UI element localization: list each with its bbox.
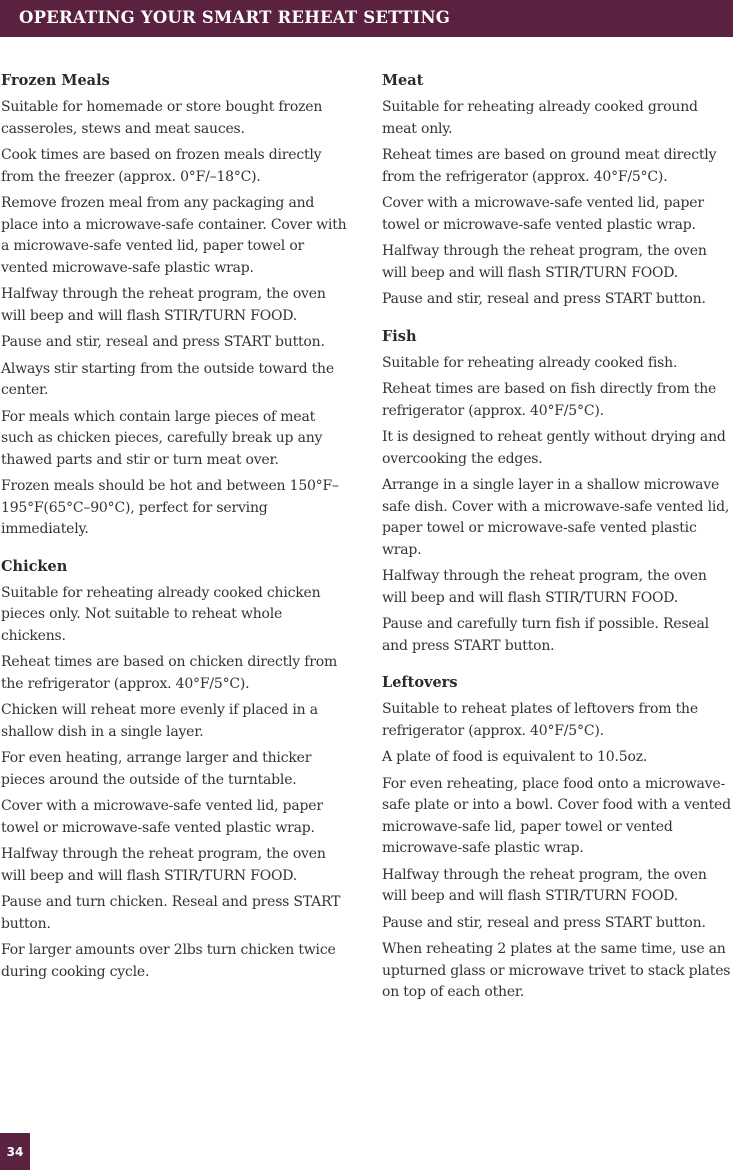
paragraph: Reheat times are based on fish directly from the refrigerator (approx. 40°F/5°C). xyxy=(382,381,717,419)
paragraph: Halfway through the reheat program, the oven will beep and will flash STIR/TURN FOOD. xyxy=(382,568,707,606)
paragraph: When reheating 2 plates at the same time, use an upturned glass or microwave trivet to stack plates on top of each other. xyxy=(382,941,731,1000)
section-leftovers xyxy=(382,672,732,1004)
paragraph: Pause and turn chicken. Reseal and press START button. xyxy=(1,894,341,932)
paragraph: Remove frozen meal from any packaging and place into a microwave-safe container. Cover with a microwave-safe vented lid, paper towel or vented microwave-safe plastic wrap. xyxy=(1,195,347,276)
section-chicken xyxy=(1,556,351,984)
paragraph: Halfway through the reheat program, the oven will beep and will flash STIR/TURN FOOD. xyxy=(1,846,326,884)
section-heading: Fish xyxy=(382,327,417,345)
paragraph: Pause and stir, reseal and press START button. xyxy=(1,334,325,350)
paragraph: Suitable for homemade or store bought frozen casseroles, stews and meat sauces. xyxy=(1,99,323,137)
section-heading: Leftovers xyxy=(382,674,458,691)
paragraph: Halfway through the reheat program, the oven will beep and will flash STIR/TURN FOOD. xyxy=(1,286,326,324)
paragraph: Cook times are based on frozen meals directly from the freezer (approx. 0°F/–18°C). xyxy=(1,147,322,185)
paragraph: For even reheating, place food onto a microwave-safe plate or into a bowl. Cover food with a vented microwave-safe lid, paper towel or vented microwave-safe plastic wrap. xyxy=(382,775,731,856)
paragraph: Pause and stir, reseal and press START button. xyxy=(382,914,706,931)
paragraph: Cover with a microwave-safe vented lid, paper towel or microwave-safe vented plastic wrap. xyxy=(382,195,704,233)
section-fish xyxy=(382,326,732,658)
paragraph: Pause and stir, reseal and press START button. xyxy=(382,291,706,307)
paragraph: Cover with a microwave-safe vented lid, paper towel or microwave-safe vented plastic wrap. xyxy=(1,798,323,836)
paragraph: For even heating, arrange larger and thicker pieces around the outside of the turntable. xyxy=(1,750,312,788)
paragraph: Pause and carefully turn fish if possible. Reseal and press START button. xyxy=(382,616,709,654)
section-heading: Meat xyxy=(382,72,424,89)
paragraph: Chicken will reheat more evenly if placed in a shallow dish in a single layer. xyxy=(1,702,318,740)
paragraph: Reheat times are based on ground meat directly from the refrigerator (approx. 40°F/5°C). xyxy=(382,147,717,185)
paragraph: For larger amounts over 2lbs turn chicken twice during cooking cycle. xyxy=(1,942,336,980)
paragraph: Always stir starting from the outside toward the center. xyxy=(1,360,334,398)
page-title: OPERATING YOUR SMART REHEAT SETTING xyxy=(19,8,451,27)
paragraph: Halfway through the reheat program, the oven will beep and will flash STIR/TURN FOOD. xyxy=(382,243,707,281)
paragraph: Frozen meals should be hot and between 150°F– 195°F(65°C–90°C), perfect for serving immediately. xyxy=(1,478,339,537)
right-column xyxy=(382,70,732,1019)
paragraph: Arrange in a single layer in a shallow microwave safe dish. Cover with a microwave-safe vented lid, paper towel or microwave-safe vented plastic wrap. xyxy=(382,477,730,558)
section-header-bar xyxy=(0,0,733,37)
paragraph: Reheat times are based on chicken directly from the refrigerator (approx. 40°F/5°C). xyxy=(1,654,338,692)
paragraph: Suitable for reheating already cooked fish. xyxy=(382,354,678,371)
paragraph: Suitable to reheat plates of leftovers from the refrigerator (approx. 40°F/5°C). xyxy=(382,701,698,739)
section-heading: Frozen Meals xyxy=(1,72,110,89)
paragraph: Suitable for reheating already cooked ground meat only. xyxy=(382,99,698,137)
paragraph: Suitable for reheating already cooked chicken pieces only. Not suitable to reheat whole chickens. xyxy=(1,584,321,644)
paragraph: It is designed to reheat gently without drying and overcooking the edges. xyxy=(382,429,726,467)
paragraph: A plate of food is equivalent to 10.5oz. xyxy=(382,749,648,765)
section-heading: Chicken xyxy=(1,557,68,575)
page-number: 34 xyxy=(0,1133,30,1170)
left-column xyxy=(1,70,351,998)
paragraph: Halfway through the reheat program, the oven will beep and will flash STIR/TURN FOOD. xyxy=(382,866,707,904)
section-meat xyxy=(382,70,732,311)
section-frozen-meals xyxy=(1,70,351,541)
paragraph: For meals which contain large pieces of meat such as chicken pieces, carefully break up any thawed parts and stir or turn meat over. xyxy=(1,408,323,468)
